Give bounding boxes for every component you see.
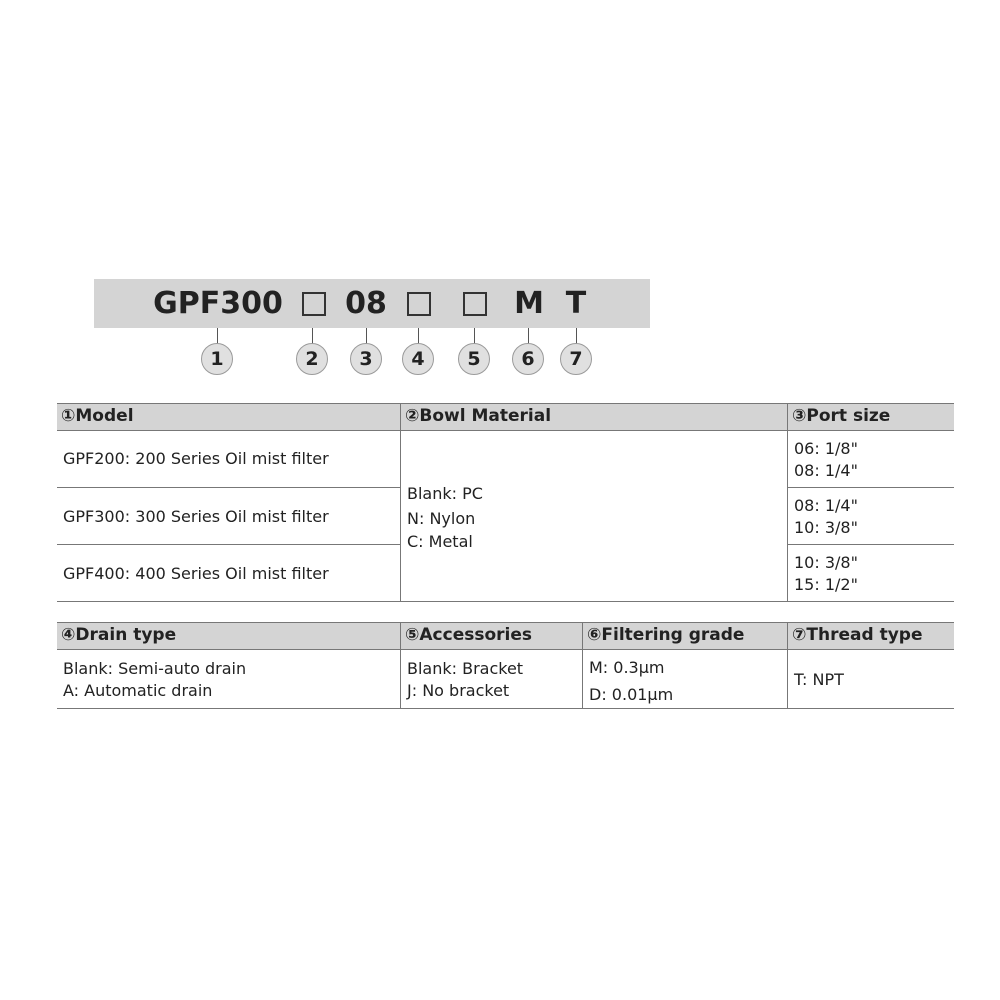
- bowl-option-pc: Blank: PC: [407, 484, 483, 503]
- header-model: ①Model: [57, 403, 400, 430]
- table1-bottom-line: [57, 601, 954, 602]
- code-port: 08: [345, 286, 387, 321]
- header-port-size: ③Port size: [788, 403, 954, 430]
- filtering-grade-list: [583, 654, 673, 708]
- code-box-drain: [407, 292, 431, 316]
- code-box-accessories: [463, 292, 487, 316]
- port-option: 08: 1/4": [794, 496, 858, 515]
- code-model: GPF300: [153, 286, 283, 321]
- header-filtering-grade: ⑥Filtering grade: [583, 622, 787, 649]
- drain-option-semi-auto: Blank: Semi-auto drain: [63, 659, 247, 678]
- callout-line-3: [366, 328, 367, 344]
- callout-circle-2: 2: [296, 343, 328, 375]
- callout-circle-1: 1: [201, 343, 233, 375]
- code-thread: T: [565, 286, 587, 321]
- callout-circle-3: 3: [350, 343, 382, 375]
- accessories-list: [401, 658, 523, 702]
- model-row-gpf200: GPF200: 200 Series Oil mist filter: [63, 449, 329, 468]
- table1-row-line-1: [57, 487, 400, 488]
- header-thread-type: ⑦Thread type: [788, 622, 954, 649]
- bowl-material-list: [401, 482, 483, 552]
- filter-option-m: M: 0.3μm: [589, 658, 665, 677]
- table2-header-line: [57, 649, 954, 650]
- table1-row-line-2: [57, 544, 400, 545]
- bowl-option-nylon: N: Nylon: [407, 509, 476, 528]
- table1-row-line-1b: [788, 487, 954, 488]
- drain-type-list: [57, 658, 246, 702]
- model-row-gpf400: GPF400: 400 Series Oil mist filter: [63, 564, 329, 583]
- port-group-2: [788, 495, 858, 539]
- thread-type-value: T: NPT: [794, 670, 844, 689]
- bowl-option-metal: C: Metal: [407, 532, 473, 551]
- table1-top-line: [57, 403, 954, 404]
- header-accessories: ⑤Accessories: [401, 622, 582, 649]
- drain-option-automatic: A: Automatic drain: [63, 681, 213, 700]
- port-option: 08: 1/4": [794, 461, 858, 480]
- callout-circle-4: 4: [402, 343, 434, 375]
- accessory-option-bracket: Blank: Bracket: [407, 659, 524, 678]
- filter-option-d: D: 0.01μm: [589, 685, 674, 704]
- callout-circle-6: 6: [512, 343, 544, 375]
- header-drain-type: ④Drain type: [57, 622, 400, 649]
- table2-top-line: [57, 622, 954, 623]
- model-row-gpf300: GPF300: 300 Series Oil mist filter: [63, 507, 329, 526]
- model-code-bar: [94, 279, 650, 328]
- code-box-bowl: [302, 292, 326, 316]
- callout-line-4: [418, 328, 419, 344]
- header-bowl-material: ②Bowl Material: [401, 403, 787, 430]
- callout-line-6: [528, 328, 529, 344]
- port-group-3: [788, 552, 858, 596]
- port-option: 10: 3/8": [794, 518, 858, 537]
- callout-circle-5: 5: [458, 343, 490, 375]
- table2-divider-3: [787, 622, 788, 708]
- port-option: 06: 1/8": [794, 439, 858, 458]
- callout-line-2: [312, 328, 313, 344]
- accessory-option-no-bracket: J: No bracket: [407, 681, 510, 700]
- port-option: 15: 1/2": [794, 575, 858, 594]
- table1-row-line-2b: [788, 544, 954, 545]
- code-filtering: M: [514, 286, 544, 321]
- callout-line-1: [217, 328, 218, 344]
- port-option: 10: 3/8": [794, 553, 858, 572]
- callout-line-7: [576, 328, 577, 344]
- callout-circle-7: 7: [560, 343, 592, 375]
- port-group-1: [788, 438, 858, 482]
- callout-line-5: [474, 328, 475, 344]
- table1-header-line: [57, 430, 954, 431]
- table2-bottom-line: [57, 708, 954, 709]
